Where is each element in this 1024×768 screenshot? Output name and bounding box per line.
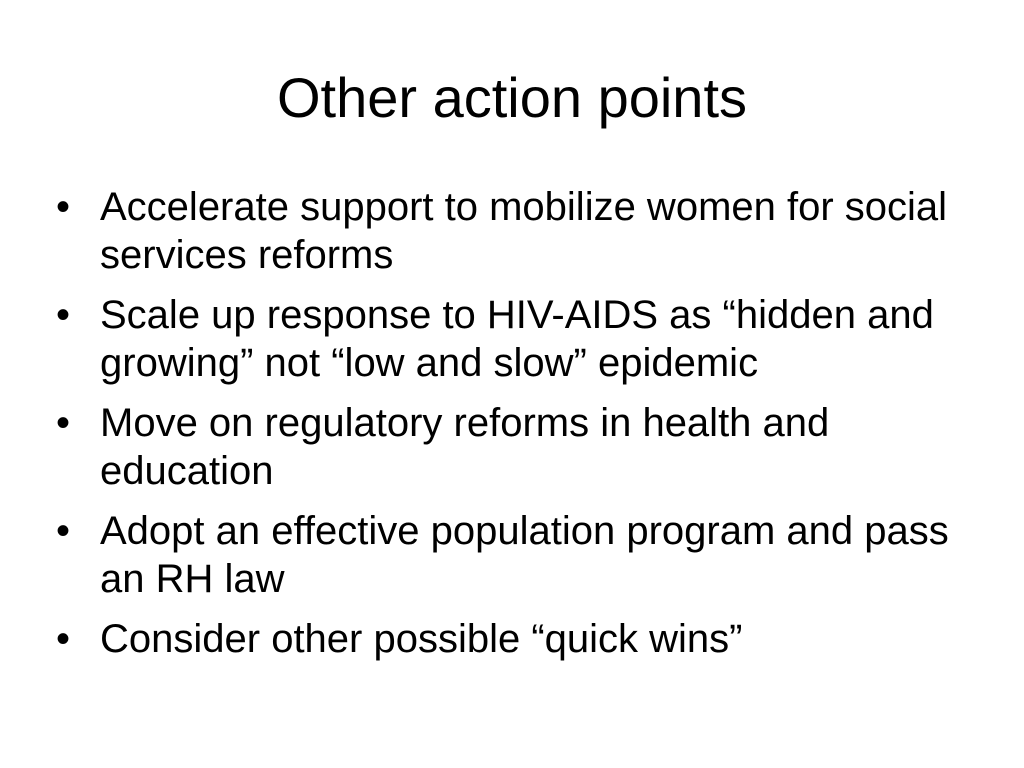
bullet-item — [56, 183, 986, 279]
bullet-text: Accelerate support to mobilize women for social services reforms — [100, 185, 948, 277]
bullet-icon: • — [56, 617, 71, 661]
bullet-item — [56, 291, 986, 387]
slide-title: Other action points — [276, 66, 748, 129]
bullet-text: Adopt an effective population program and pass an RH law — [100, 509, 949, 601]
bullet-icon: • — [56, 509, 71, 553]
bullet-icon: • — [56, 293, 71, 337]
bullet-text: Move on regulatory reforms in health and education — [100, 401, 830, 493]
bullet-list — [56, 183, 986, 675]
bullet-item — [56, 399, 986, 495]
bullet-icon: • — [56, 185, 71, 229]
bullet-icon: • — [56, 401, 71, 445]
bullet-item — [56, 615, 986, 663]
bullet-text: Scale up response to HIV-AIDS as “hidden and growing” not “low and slow” epidemic — [100, 293, 934, 385]
bullet-item — [56, 507, 986, 603]
bullet-text: Consider other possible “quick wins” — [100, 617, 743, 661]
